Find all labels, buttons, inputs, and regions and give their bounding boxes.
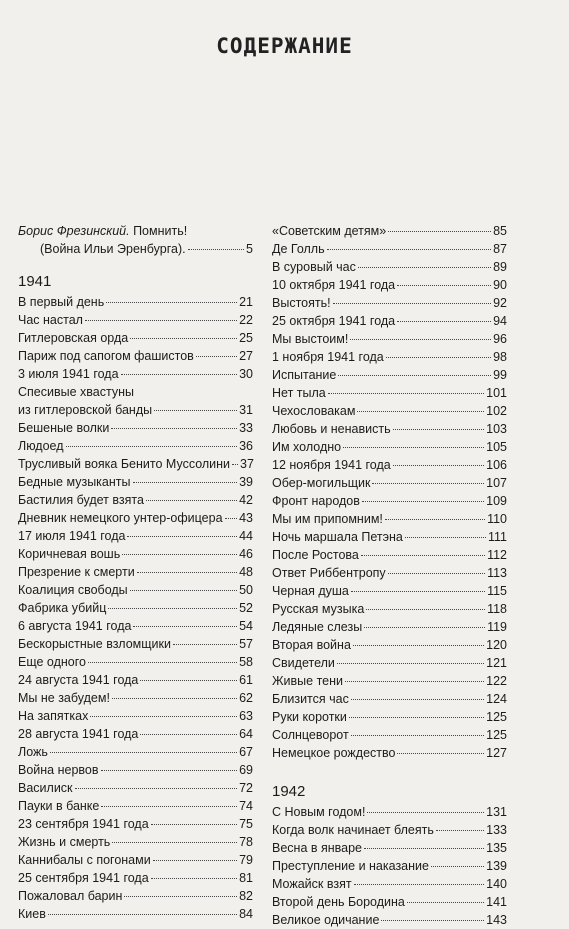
entry-label: Ночь маршала Петэна [272,530,403,544]
entry-label: Можайск взят [272,877,352,891]
page-number: 31 [239,403,253,417]
page-number: 57 [239,637,253,651]
toc-entry [272,258,507,276]
dot-leader [361,555,485,556]
page-number: 94 [493,314,507,328]
page-number: 30 [239,367,253,381]
entry-label: Черная душа [272,584,349,598]
page-number: 72 [239,781,253,795]
toc-entry [18,653,253,671]
page-number: 79 [239,853,253,867]
toc-entry [272,672,507,690]
page-number: 119 [487,620,507,634]
entry-label: 6 августа 1941 года [18,619,132,633]
dot-leader [188,249,244,250]
page-number: 82 [239,889,253,903]
dot-leader [337,663,484,664]
dot-leader [48,914,237,915]
dot-leader [101,770,238,771]
toc-entry [272,474,507,492]
dot-leader [357,411,484,412]
toc-entry [18,329,253,347]
page-number: 74 [239,799,253,813]
toc-entry [272,839,507,857]
dot-leader [372,483,484,484]
entry-label: Коалиция свободы [18,583,128,597]
entry-label: Дневник немецкого унтер-офицера [18,511,223,525]
entry-label: Ответ Риббентропу [272,566,386,580]
entry-label: Гитлеровская орда [18,331,129,345]
page-number: 5 [246,242,253,256]
entry-label: Руки коротки [272,710,347,724]
toc-entry [18,599,253,617]
page-number: 84 [239,907,253,921]
entry-label: Еще одного [18,655,86,669]
entry-label: После Ростова [272,548,359,562]
entry-label: Ложь [18,745,48,759]
page-number: 46 [239,547,253,561]
page-number: 99 [493,368,507,382]
entry-label: Выстоять! [272,296,331,310]
toc-entry [272,726,507,744]
toc-entry [272,690,507,708]
entry-label: Немецкое рождество [272,746,396,760]
toc-entry [272,636,507,654]
toc-entry [272,312,507,330]
entry-label: Презрение к смерти [18,565,135,579]
toc-entry [272,276,507,294]
dot-leader [351,735,484,736]
toc-entry [272,402,507,420]
dot-leader [50,752,237,753]
dot-leader [106,302,237,303]
page-number: 89 [493,260,507,274]
entry-label: Нет тыла [272,386,326,400]
entry-label: В первый день [18,295,105,309]
section-heading-1941: 1941 [18,273,52,290]
toc-entry [18,311,253,329]
dot-leader [351,591,485,592]
page-number: 27 [239,349,253,363]
dot-leader [146,500,237,501]
dot-leader [225,518,238,519]
page-number: 118 [487,602,507,616]
page-number: 52 [239,601,253,615]
page-number: 37 [240,457,254,471]
entry-label: Каннибалы с погонами [18,853,151,867]
page-number: 109 [486,494,507,508]
dot-leader [385,519,485,520]
entry-label: Свидетели [272,656,335,670]
toc-entry [272,803,507,821]
toc-entry [18,347,253,365]
dot-leader [112,842,237,843]
toc-entry [272,911,507,929]
toc-entry [18,725,253,743]
toc-entry [272,330,507,348]
entry-label: Испытание [272,368,337,382]
entry-label: Великое одичание [272,913,380,927]
toc-entry [18,437,253,455]
entry-label: Ледяные слезы [272,620,363,634]
page-number: 98 [493,350,507,364]
toc-entry [272,875,507,893]
dot-leader [388,231,491,232]
dot-leader [133,626,237,627]
page-number: 140 [486,877,507,891]
page-number: 103 [486,422,507,436]
toc-list-1941-cont [272,222,507,762]
dot-leader [407,902,484,903]
dot-leader [124,896,237,897]
page-number: 127 [486,746,507,760]
toc-list-1942 [272,803,507,929]
toc-entry [272,708,507,726]
dot-leader [381,920,484,921]
page-number: 63 [239,709,253,723]
dot-leader [345,681,484,682]
page-number: 102 [486,404,507,418]
dot-leader [196,356,237,357]
dot-leader [130,338,237,339]
page-title: СОДЕРЖАНИЕ [216,34,353,58]
entry-label: Де Голль [272,242,325,256]
dot-leader [431,866,484,867]
page-number: 101 [486,386,507,400]
entry-label-cont: из гитлеровской банды [18,403,153,417]
toc-entry [18,383,253,419]
entry-label: Бескорыстные взломщики [18,637,171,651]
entry-label: Бедные музыканты [18,475,131,489]
page-number: 113 [487,566,507,580]
toc-entry [272,821,507,839]
entry-label: 1 ноября 1941 года [272,350,384,364]
page-number: 111 [487,530,507,544]
page-number: 135 [486,841,507,855]
toc-entry [18,527,253,545]
dot-leader [140,680,237,681]
dot-leader [66,446,238,447]
toc-entry [272,420,507,438]
toc-entry [272,744,507,762]
entry-label: Любовь и ненависть [272,422,391,436]
dot-leader [333,303,492,304]
page-number: 54 [239,619,253,633]
page-number: 64 [239,727,253,741]
page-number: 62 [239,691,253,705]
entry-label: С Новым годом! [272,805,366,819]
dot-leader [358,267,491,268]
dot-leader [85,320,237,321]
toc-entry [272,600,507,618]
page-number: 48 [239,565,253,579]
dot-leader [108,608,237,609]
dot-leader [393,429,485,430]
page-number: 61 [239,673,253,687]
dot-leader [397,285,491,286]
dot-leader [153,860,237,861]
entry-label: Русская музыка [272,602,365,616]
toc-entry [18,743,253,761]
dot-leader [88,662,237,663]
dot-leader [127,536,237,537]
dot-leader [367,812,484,813]
entry-label: Жизнь и смерть [18,835,111,849]
dot-leader [327,249,491,250]
dot-leader [338,375,491,376]
dot-leader [393,465,484,466]
entry-label: 3 июля 1941 года [18,367,119,381]
dot-leader [350,339,491,340]
dot-leader [354,884,485,885]
dot-leader [232,464,238,465]
toc-entry [272,893,507,911]
page-number: 110 [487,512,507,526]
toc-entry [272,294,507,312]
dot-leader [133,482,238,483]
entry-label: Мы выстоим! [272,332,349,346]
toc-entry-intro [18,222,253,258]
entry-label: 10 октября 1941 года [272,278,396,292]
page-number: 125 [486,710,507,724]
dot-leader [343,447,484,448]
toc-entry [18,491,253,509]
page-number: 133 [486,823,507,837]
page-number: 50 [239,583,253,597]
toc-entry [18,869,253,887]
entry-label: Спесивые хвастуны [18,385,134,399]
entry-label: Коричневая вошь [18,547,121,561]
dot-leader [151,878,237,879]
page-number: 96 [493,332,507,346]
toc-entry [272,348,507,366]
entry-label: Война нервов [18,763,99,777]
toc-entry [272,366,507,384]
entry-label: В суровый час [272,260,356,274]
entry-label: Живые тени [272,674,343,688]
entry-label: 17 июля 1941 года [18,529,126,543]
page-number: 42 [239,493,253,507]
page-number: 139 [486,859,507,873]
page-number: 92 [493,296,507,310]
dot-leader [111,428,237,429]
entry-label: Бастилия будет взята [18,493,144,507]
entry-label: Фабрика убийц [18,601,107,615]
toc-entry [272,564,507,582]
toc-entry [272,618,507,636]
toc-right-column [272,222,507,929]
intro-title: Помнить! [129,224,188,238]
dot-leader [151,824,237,825]
entry-label: 25 октября 1941 года [272,314,396,328]
page-number: 44 [239,529,253,543]
dot-leader [366,609,485,610]
section-heading-1942: 1942 [272,783,306,800]
toc-entry [18,851,253,869]
entry-label: Париж под сапогом фашистов [18,349,194,363]
dot-leader [364,627,485,628]
dot-leader [397,321,491,322]
dot-leader [349,717,484,718]
entry-label: Солнцеворот [272,728,349,742]
toc-left-column [18,222,253,923]
page-number: 67 [239,745,253,759]
toc-entry [272,582,507,600]
page-number: 122 [486,674,507,688]
entry-label: 23 сентября 1941 года [18,817,149,831]
page-number: 22 [239,313,253,327]
entry-label: 12 ноября 1941 года [272,458,391,472]
dot-leader [75,788,238,789]
page-number: 90 [493,278,507,292]
dot-leader [112,698,237,699]
entry-label: Обер-могильщик [272,476,371,490]
toc-entry [18,419,253,437]
dot-leader [364,848,484,849]
page-number: 21 [239,295,253,309]
entry-label: 25 сентября 1941 года [18,871,149,885]
toc-entry [18,581,253,599]
toc-entry [18,815,253,833]
page-number: 105 [486,440,507,454]
toc-entry [18,689,253,707]
entry-label: Людоед [18,439,64,453]
page-number: 25 [239,331,253,345]
entry-label: Близится час [272,692,349,706]
entry-label: Мы не забудем! [18,691,110,705]
dot-leader [328,393,484,394]
intro-author: Борис Фрезинский. [18,224,130,238]
entry-label: Второй день Бородина [272,895,405,909]
entry-label: Час настал [18,313,83,327]
entry-label: Им холодно [272,440,342,454]
page-number: 36 [239,439,253,453]
dot-leader [137,572,237,573]
toc-entry [272,654,507,672]
dot-leader [154,410,237,411]
page-number: 121 [486,656,507,670]
page-number: 106 [486,458,507,472]
entry-label: Преступление и наказание [272,859,429,873]
toc-entry [18,365,253,383]
page-number: 125 [486,728,507,742]
dot-leader [362,501,484,502]
toc-entry [272,240,507,258]
entry-label: Трусливый вояка Бенито Муссолини [18,457,231,471]
dot-leader [101,806,237,807]
toc-entry [272,222,507,240]
dot-leader [173,644,237,645]
page-number: 141 [486,895,507,909]
page-number: 33 [239,421,253,435]
dot-leader [397,753,484,754]
page-number: 115 [487,584,507,598]
intro-title-cont: (Война Ильи Эренбурга). [40,242,186,256]
page-number: 85 [493,224,507,238]
toc-entry [272,857,507,875]
dot-leader [122,554,237,555]
entry-label: 28 августа 1941 года [18,727,139,741]
entry-label: На запятках [18,709,89,723]
page-number: 69 [239,763,253,777]
toc-entry [272,492,507,510]
page-number: 75 [239,817,253,831]
toc-entry [18,671,253,689]
toc-list-1941 [18,293,253,923]
toc-entry [272,528,507,546]
page-number: 112 [487,548,507,562]
entry-label: Чехословакам [272,404,356,418]
toc-entry [18,797,253,815]
page-number: 107 [486,476,507,490]
entry-label: Киев [18,907,46,921]
toc-entry [18,905,253,923]
toc-entry [18,563,253,581]
dot-leader [90,716,237,717]
dot-leader [405,537,486,538]
dot-leader [130,590,237,591]
page-number: 58 [239,655,253,669]
toc-entry [18,455,253,473]
dot-leader [351,699,484,700]
entry-label: Василиск [18,781,73,795]
entry-label: 24 августа 1941 года [18,673,139,687]
toc-entry [272,384,507,402]
toc-entry [18,833,253,851]
page-number: 143 [486,913,507,927]
page-number: 39 [239,475,253,489]
toc-entry [272,456,507,474]
toc-entry [18,761,253,779]
entry-label: Пауки в банке [18,799,100,813]
page-number: 81 [239,871,253,885]
entry-label: Фронт народов [272,494,360,508]
dot-leader [388,573,485,574]
toc-entry [272,510,507,528]
entry-label: Вторая война [272,638,351,652]
toc-entry [18,635,253,653]
toc-entry [18,707,253,725]
page-number: 124 [486,692,507,706]
dot-leader [140,734,237,735]
page-number: 78 [239,835,253,849]
page-number: 43 [239,511,253,525]
dot-leader [121,374,238,375]
entry-label: Мы им припомним! [272,512,383,526]
toc-entry [18,617,253,635]
entry-label: Пожаловал барин [18,889,123,903]
toc-entry [18,473,253,491]
dot-leader [386,357,491,358]
page-number: 120 [486,638,507,652]
dot-leader [436,830,484,831]
entry-label: «Советским детям» [272,224,387,238]
toc-entry [18,293,253,311]
page-number: 87 [493,242,507,256]
toc-entry [18,887,253,905]
toc-entry [272,546,507,564]
entry-label: Когда волк начинает блеять [272,823,434,837]
toc-entry [18,545,253,563]
toc-entry [18,509,253,527]
entry-label: Бешеные волки [18,421,110,435]
entry-label: Весна в январе [272,841,363,855]
dot-leader [353,645,484,646]
toc-entry [272,438,507,456]
toc-entry [18,779,253,797]
page-number: 131 [486,805,507,819]
